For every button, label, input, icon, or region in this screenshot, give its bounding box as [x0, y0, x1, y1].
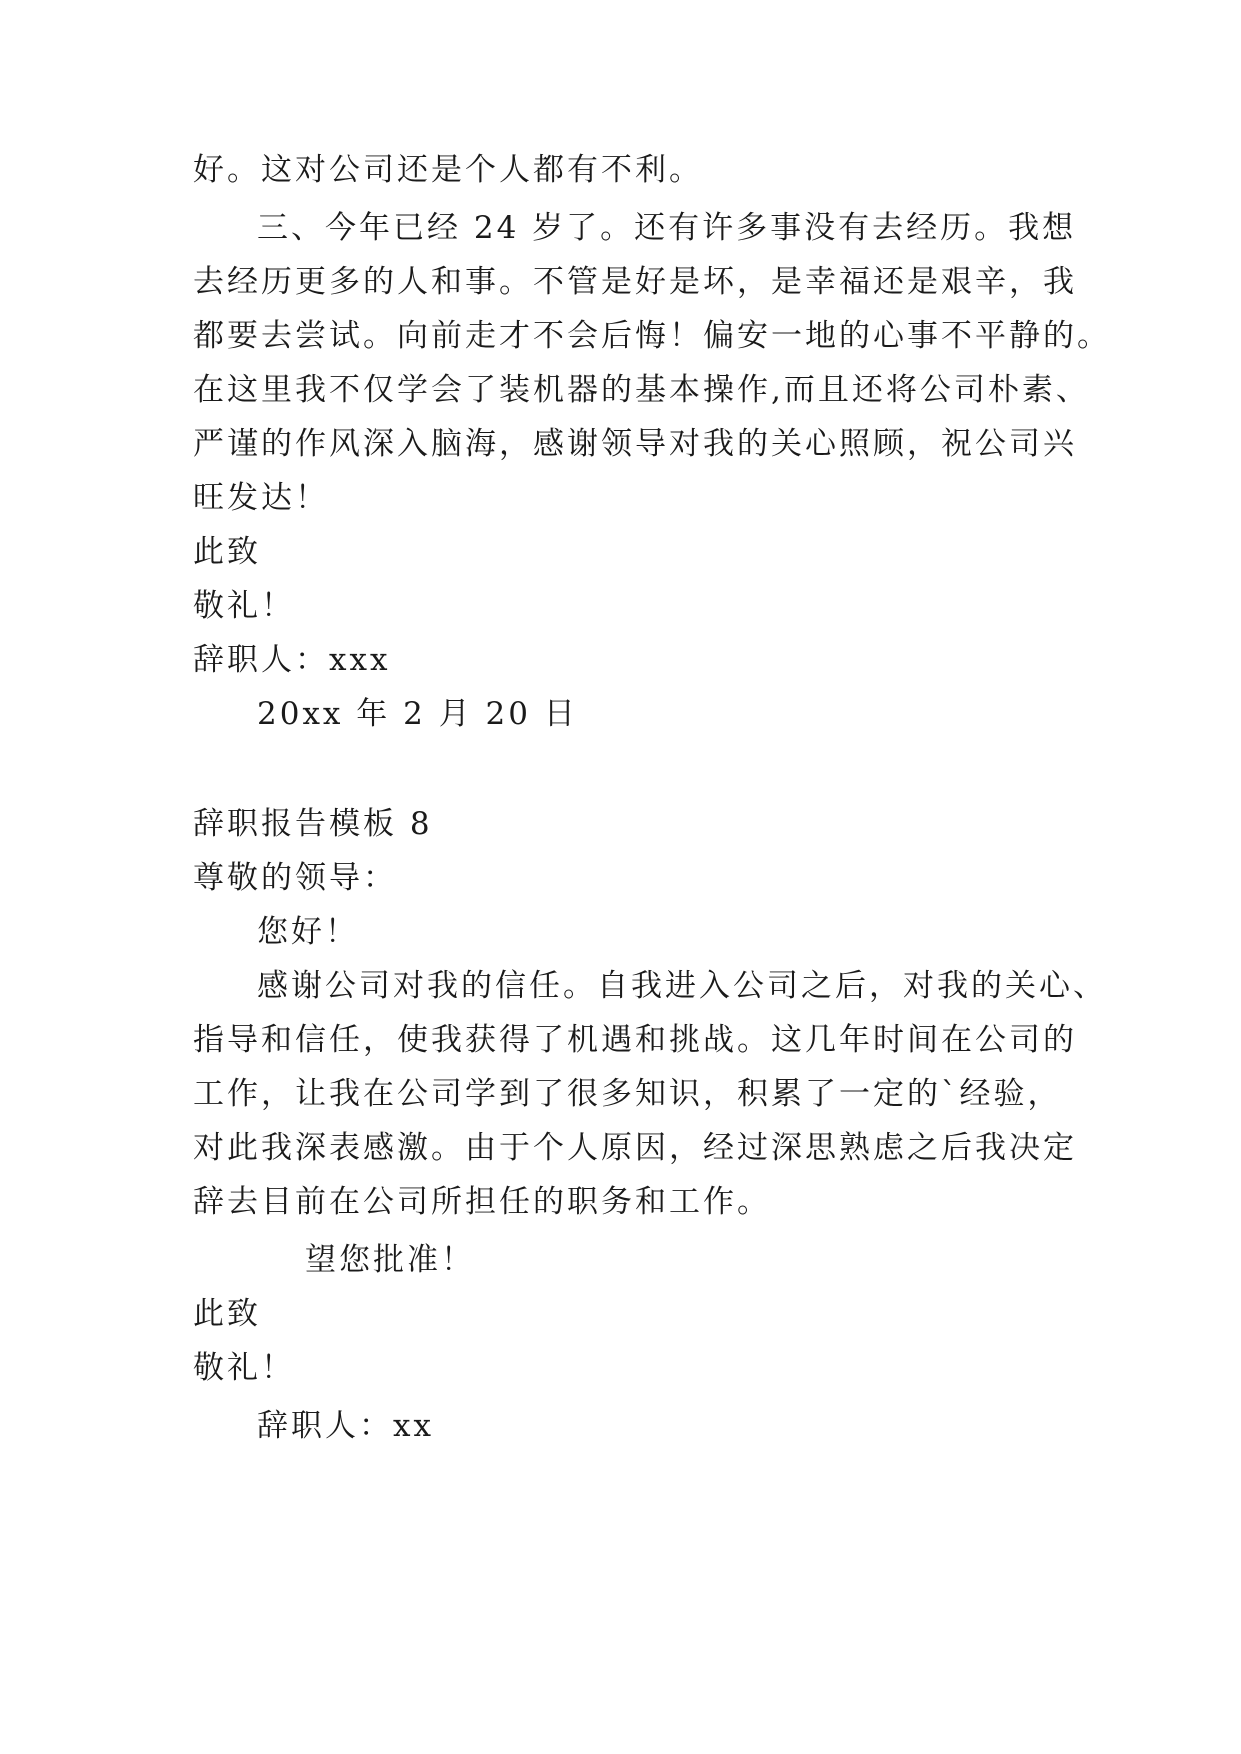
paragraph-line: 三、今年已经 24 岁了。还有许多事没有去经历。我想 — [257, 210, 1077, 246]
paragraph-line: 旺发达！ — [193, 480, 329, 516]
date-line: 20xx 年 2 月 20 日 — [257, 696, 578, 732]
paragraph-line: 辞去目前在公司所担任的职务和工作。 — [193, 1184, 771, 1220]
closing-line: 此致 — [193, 1296, 261, 1332]
paragraph-line: 在这里我不仅学会了装机器的基本操作,而且还将公司朴素、 — [193, 372, 1090, 408]
paragraph-line: 感谢公司对我的信任。自我进入公司之后，对我的关心、 — [257, 968, 1107, 1004]
salutation: 尊敬的领导： — [193, 860, 397, 896]
paragraph-line: 严谨的作风深入脑海，感谢领导对我的关心照顾，祝公司兴 — [193, 426, 1077, 462]
signature-line: 辞职人：xxx — [193, 642, 391, 678]
paragraph-line: 工作，让我在公司学到了很多知识，积累了一定的`经验， — [193, 1076, 1062, 1112]
request-line: 望您批准！ — [305, 1242, 475, 1278]
closing-salute: 敬礼！ — [193, 588, 295, 624]
closing-salute: 敬礼！ — [193, 1350, 295, 1386]
greeting: 您好！ — [257, 914, 359, 950]
paragraph-line: 对此我深表感激。由于个人原因，经过深思熟虑之后我决定 — [193, 1130, 1077, 1166]
paragraph-line: 都要去尝试。向前走才不会后悔！偏安一地的心事不平静的。 — [193, 318, 1111, 354]
section-title: 辞职报告模板 8 — [193, 806, 433, 842]
paragraph-line: 好。这对公司还是个人都有不利。 — [193, 152, 703, 188]
paragraph-line: 去经历更多的人和事。不管是好是坏，是幸福还是艰辛，我 — [193, 264, 1077, 300]
paragraph-line: 指导和信任，使我获得了机遇和挑战。这几年时间在公司的 — [193, 1022, 1077, 1058]
closing-line: 此致 — [193, 534, 261, 570]
signature-line: 辞职人：xx — [257, 1408, 434, 1444]
